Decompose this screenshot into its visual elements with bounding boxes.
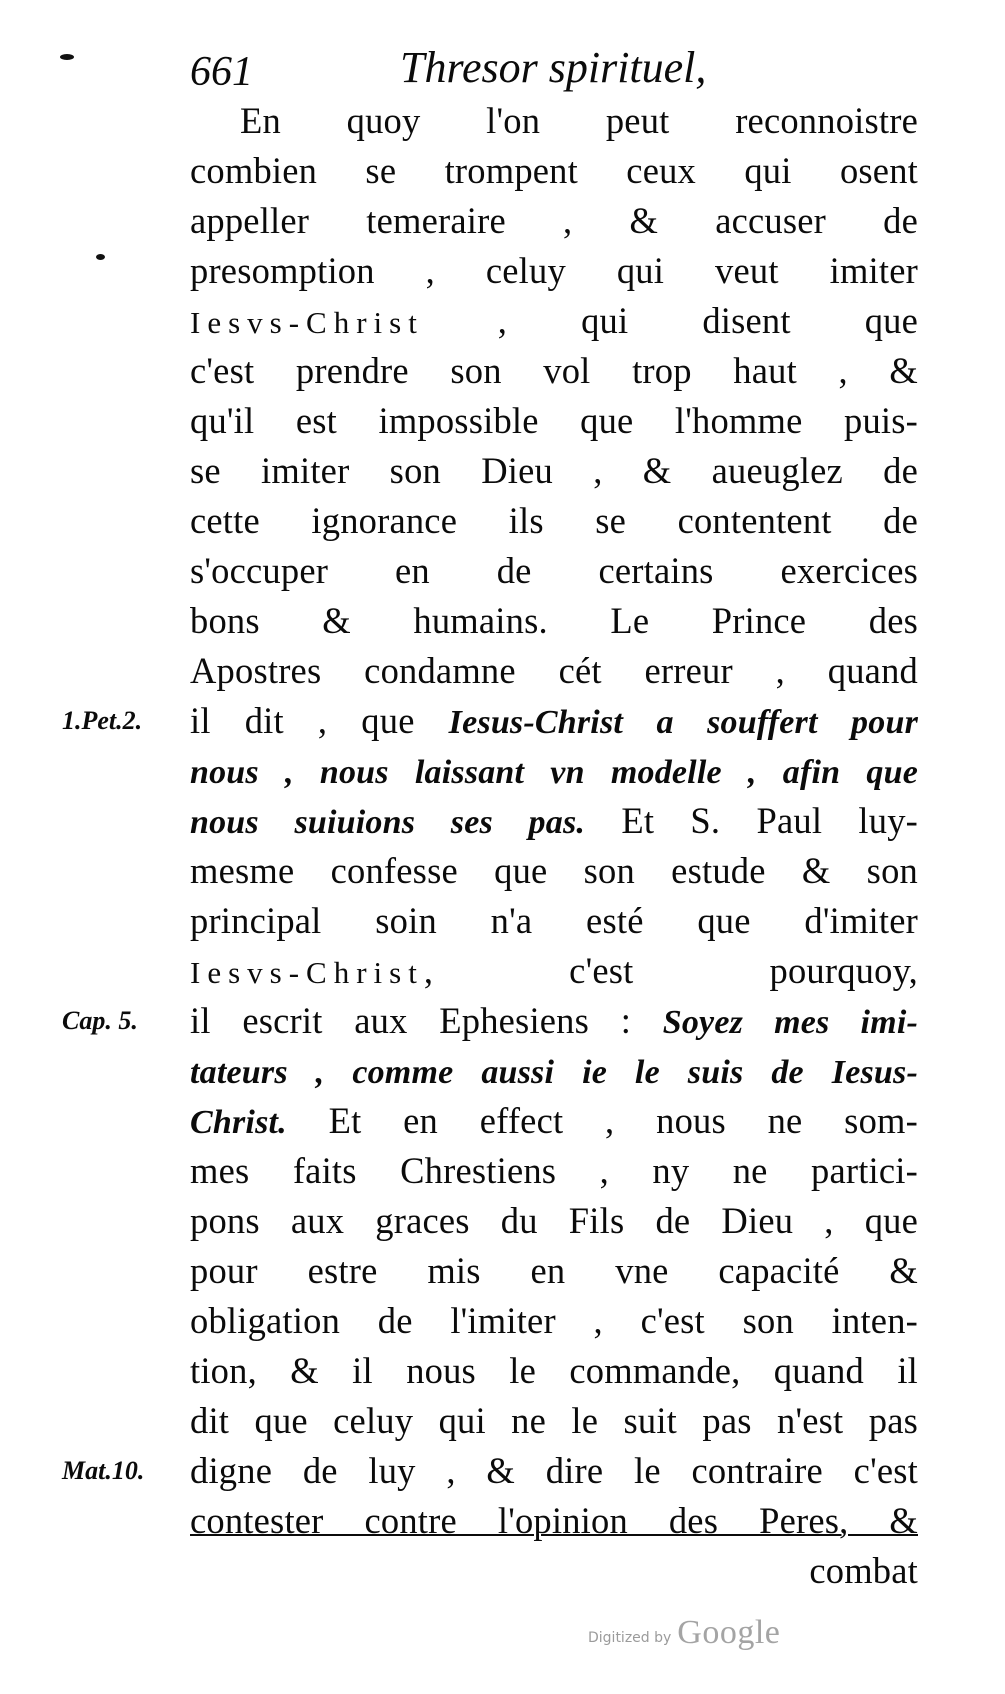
text-line — [190, 1496, 918, 1546]
margin-note: 1.Pet.2. — [62, 706, 143, 735]
text-segment: , c'est pourquoy, — [423, 950, 918, 991]
text-segment: pour estre mis en vne capacité & — [190, 1250, 918, 1291]
text-line — [190, 696, 918, 746]
text-line — [190, 1096, 918, 1146]
ink-speck — [96, 254, 105, 260]
text-segment: tion, & il nous le commande, quand il — [190, 1350, 918, 1391]
italic-quotation: Soyez mes imi- — [662, 1004, 918, 1041]
text-line — [190, 246, 918, 296]
italic-quotation: nous , nous laissant vn modelle , afin que — [190, 754, 918, 791]
margin-note: Mat.10. — [62, 1456, 145, 1485]
text-line — [190, 196, 918, 246]
text-segment: appeller temeraire , & accuser de — [190, 200, 918, 241]
text-segment: principal soin n'a esté que d'imiter — [190, 900, 918, 941]
text-segment: contester contre l'opinion des Peres, & — [190, 1500, 918, 1541]
text-line — [190, 1346, 918, 1396]
digitized-watermark — [588, 1612, 780, 1652]
text-line — [190, 496, 918, 546]
text-segment: se imiter son Dieu , & aueuglez de — [190, 450, 918, 491]
text-segment: En quoy l'on peut reconnoistre — [240, 100, 918, 141]
text-line — [190, 1046, 918, 1096]
text-line — [190, 96, 918, 146]
text-line — [190, 896, 918, 946]
text-segment: presomption , celuy qui veut imiter — [190, 250, 918, 291]
text-line — [190, 546, 918, 596]
page-header — [190, 42, 710, 102]
text-segment: pons aux graces du Fils de Dieu , que — [190, 1200, 918, 1241]
text-line — [190, 746, 918, 796]
text-line — [190, 1446, 918, 1496]
text-segment: il escrit aux Ephesiens : — [190, 1000, 663, 1041]
italic-quotation: Christ. — [190, 1104, 287, 1141]
text-segment: Apostres condamne cét erreur , quand — [190, 650, 918, 691]
text-segment: cette ignorance ils se contentent de — [190, 500, 918, 541]
text-segment: digne de luy , & dire le contraire c'est — [190, 1450, 918, 1491]
text-line — [190, 996, 918, 1046]
text-line — [190, 446, 918, 496]
ink-speck — [60, 54, 74, 60]
text-segment: , qui disent que — [423, 300, 918, 341]
text-line — [190, 1246, 918, 1296]
watermark-google-logo: Google — [677, 1614, 781, 1651]
text-line — [190, 346, 918, 396]
text-line — [190, 146, 918, 196]
text-line — [190, 296, 918, 346]
text-line — [190, 1296, 918, 1346]
text-line — [190, 396, 918, 446]
catchword: combat — [809, 1550, 918, 1591]
text-segment: Et S. Paul luy- — [585, 800, 918, 841]
text-segment: Et en effect , nous ne som- — [286, 1100, 918, 1141]
watermark-digitized-by: Digitized by — [588, 1630, 672, 1646]
text-line — [190, 796, 918, 846]
text-segment: combien se trompent ceux qui osent — [190, 150, 918, 191]
page-number: 661 — [190, 49, 253, 95]
text-segment: mesme confesse que son estude & son — [190, 850, 918, 891]
body-text — [190, 96, 918, 1596]
text-line — [190, 1396, 918, 1446]
text-segment: qu'il est impossible que l'homme puis- — [190, 400, 918, 441]
text-line — [190, 1196, 918, 1246]
italic-quotation: Iesus-Christ a souffert pour — [448, 704, 919, 741]
text-line — [190, 946, 918, 996]
text-segment: dit que celuy qui ne le suit pas n'est pas — [190, 1400, 918, 1441]
text-line — [190, 646, 918, 696]
text-segment: obligation de l'imiter , c'est son inten- — [190, 1300, 918, 1341]
small-caps-name: Iesvs-Christ — [190, 955, 424, 990]
running-title: Thresor spirituel, — [400, 43, 707, 92]
text-segment: mes faits Chrestiens , ny ne partici- — [190, 1150, 918, 1191]
text-line — [190, 596, 918, 646]
margin-note: Cap. 5. — [62, 1006, 138, 1035]
text-segment: il dit , que — [190, 700, 449, 741]
italic-quotation: nous suiuions ses pas. — [190, 804, 586, 841]
text-segment: s'occuper en de certains exercices — [190, 550, 918, 591]
italic-quotation: tateurs , comme aussi ie le suis de Iesus- — [190, 1054, 918, 1091]
text-segment: bons & humains. Le Prince des — [190, 600, 918, 641]
text-line — [190, 846, 918, 896]
small-caps-name: Iesvs-Christ — [190, 305, 424, 340]
text-segment: c'est prendre son vol trop haut , & — [190, 350, 918, 391]
text-line — [190, 1146, 918, 1196]
